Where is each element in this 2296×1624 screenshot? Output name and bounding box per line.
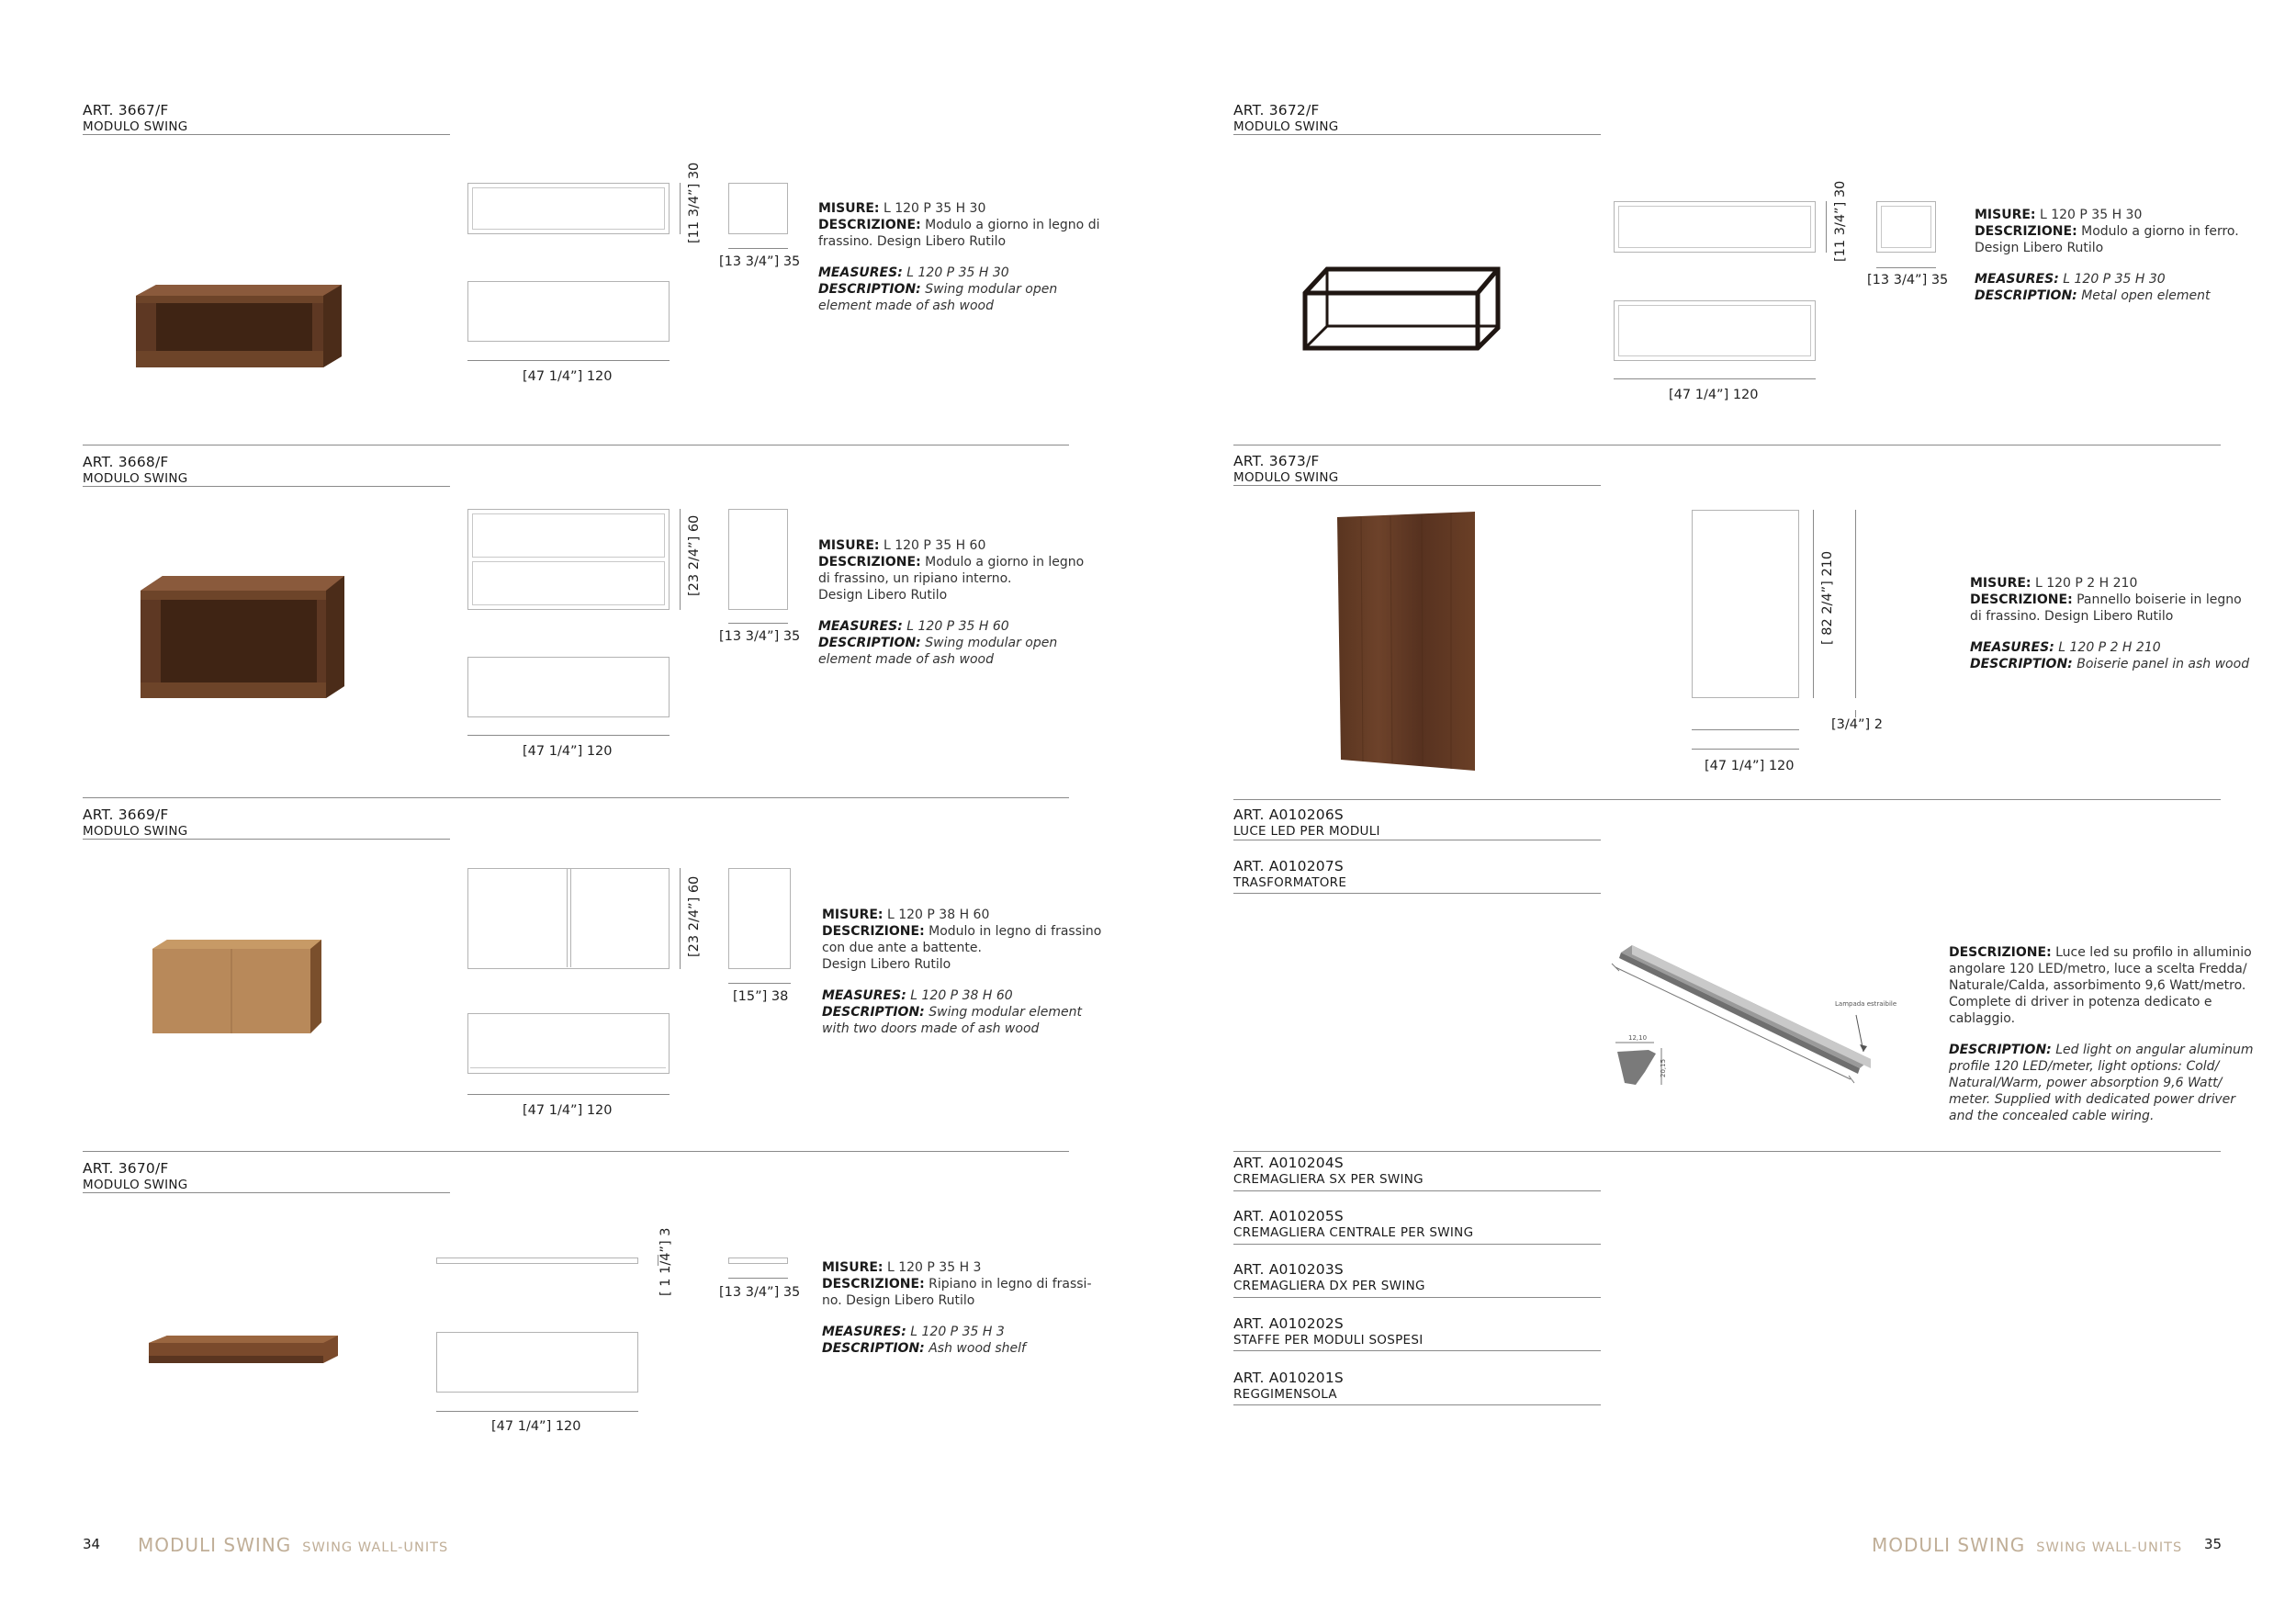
height-dimension: [ 1 1/4”] 3 <box>658 1227 673 1296</box>
width-dimension: [47 1/4”] 120 <box>491 1419 581 1434</box>
side-view <box>728 509 788 610</box>
top-view <box>467 657 670 717</box>
article-subtitle: REGGIMENSOLA <box>1233 1387 1337 1402</box>
article-subtitle: MODULO SWING <box>83 824 188 839</box>
section-divider <box>83 797 1069 798</box>
width-dimension: [47 1/4”] 120 <box>523 744 613 759</box>
article-code: ART. 3668/F <box>83 454 169 470</box>
article-code: ART. A010201S <box>1233 1370 1344 1386</box>
height-dimension: [11 3/4”] 30 <box>687 162 702 243</box>
article-code: ART. A010206S <box>1233 806 1344 823</box>
top-view <box>436 1332 638 1393</box>
header-rule <box>83 1192 450 1193</box>
article-subtitle: MODULO SWING <box>83 119 188 134</box>
width-dimension: [47 1/4”] 120 <box>523 369 613 384</box>
article-code: ART. A010207S <box>1233 858 1344 874</box>
product-image-shelf <box>145 1332 343 1369</box>
page-number: 34 <box>83 1536 101 1552</box>
front-view <box>467 509 670 610</box>
width-dimension: [47 1/4”] 120 <box>523 1103 613 1118</box>
article-code: ART. 3672/F <box>1233 102 1320 118</box>
description-block: MISURE: L 120 P 35 H 3 DESCRIZIONE: Ripiano in legno di frassi- no. Design Libero Rutilo MEASURES: L 120 P 35 H 3 DESCRIPTION: Ash wood shelf <box>822 1260 1092 1356</box>
depth-dimension: [13 3/4”] 35 <box>719 1285 801 1300</box>
product-image-door-module <box>147 932 331 1038</box>
description-block: MISURE: L 120 P 2 H 210 DESCRIZIONE: Pannello boiserie in legno di frassino. Design Libero Rutilo MEASURES: L 120 P 2 H 210 DESCRIPTION: Boiserie panel in ash wood <box>1970 576 2250 671</box>
height-dimension: [23 2/4”] 60 <box>687 875 702 957</box>
footer-title: MODULI SWING <box>138 1534 292 1556</box>
width-dimension: [47 1/4”] 120 <box>1705 759 1795 773</box>
front-view <box>467 183 670 234</box>
width-dimension: [47 1/4”] 120 <box>1669 388 1759 402</box>
top-view <box>467 1013 670 1074</box>
footer-subtitle: SWING WALL-UNITS <box>2036 1540 2183 1555</box>
footer-title: MODULI SWING <box>1872 1534 2026 1556</box>
article-subtitle: LUCE LED PER MODULI <box>1233 824 1380 839</box>
article-subtitle: MODULO SWING <box>83 1178 188 1192</box>
article-code: ART. 3667/F <box>83 102 169 118</box>
description-block: DESCRIZIONE: Luce led su profilo in alluminio angolare 120 LED/metro, luce a scelta Fredda/ Naturale/Calda, assorbimento 9,6 Watt/metro. Complete di driver in potenza dedicato e cablaggio. DESCRIPTION: Led light on angular aluminum profile 120 LED/meter, light options: Cold/ Natural/Warm, power absorption 9,6 Watt/ meter. Supplied with dedicated power driver and the concealed cable wiring. <box>1949 945 2254 1123</box>
article-code: ART. A010203S <box>1233 1261 1344 1278</box>
diagram-label-width: 12,10 <box>1628 1034 1648 1042</box>
section-divider <box>1233 799 2221 800</box>
footer-title-block <box>1872 1534 2182 1556</box>
article-subtitle: MODULO SWING <box>1233 470 1339 485</box>
article-code: ART. 3673/F <box>1233 453 1320 469</box>
top-view <box>1614 300 1816 361</box>
article-code: ART. A010205S <box>1233 1208 1344 1224</box>
side-view <box>728 183 788 234</box>
front-view <box>436 1257 638 1264</box>
description-block: MISURE: L 120 P 35 H 30 DESCRIZIONE: Modulo a giorno in legno di frassino. Design Libero Rutilo MEASURES: L 120 P 35 H 30 DESCRIPTION: Swing modular open element made of ash wood <box>818 201 1100 313</box>
header-rule <box>83 134 450 135</box>
depth-dimension: [15”] 38 <box>733 989 789 1004</box>
side-view <box>728 1257 788 1264</box>
depth-dimension: [13 3/4”] 35 <box>1867 273 1949 288</box>
front-view <box>467 868 670 969</box>
depth-dimension: [13 3/4”] 35 <box>719 629 801 644</box>
side-view <box>1876 201 1936 253</box>
depth-dimension: [3/4”] 2 <box>1831 717 1883 732</box>
side-view <box>728 868 791 969</box>
height-dimension: [11 3/4”] 30 <box>1833 180 1848 262</box>
article-subtitle: STAFFE PER MODULI SOSPESI <box>1233 1333 1424 1348</box>
article-subtitle: MODULO SWING <box>83 471 188 486</box>
article-subtitle: CREMAGLIERA DX PER SWING <box>1233 1279 1425 1293</box>
header-rule <box>1233 893 1601 894</box>
article-code: ART. 3670/F <box>83 1160 169 1177</box>
diagram-label-height: 20,15 <box>1660 1058 1667 1077</box>
section-divider <box>83 1151 1069 1152</box>
description-block: MISURE: L 120 P 35 H 60 DESCRIZIONE: Modulo a giorno in legno di frassino, un ripiano interno. Design Libero Rutilo MEASURES: L 120 P 35 H 60 DESCRIPTION: Swing modular open element made of ash wood <box>818 538 1085 667</box>
top-view <box>467 281 670 342</box>
product-image-open-module <box>129 276 349 377</box>
article-subtitle: TRASFORMATORE <box>1233 875 1347 890</box>
section-divider <box>1233 1151 2221 1152</box>
description-block: MISURE: L 120 P 38 H 60 DESCRIZIONE: Modulo in legno di frassino con due ante a battente. Design Libero Rutilo MEASURES: L 120 P 38 H 60 DESCRIPTION: Swing modular element with two doors made of ash wood <box>822 908 1102 1036</box>
footer-title-block <box>138 1534 448 1556</box>
description-block: MISURE: L 120 P 35 H 30 DESCRIZIONE: Modulo a giorno in ferro. Design Libero Rutilo MEASURES: L 120 P 35 H 30 DESCRIPTION: Metal open element <box>1975 208 2239 303</box>
product-image-metal-frame <box>1300 262 1503 352</box>
front-view <box>1692 510 1799 698</box>
header-rule <box>83 486 450 487</box>
article-code: ART. A010202S <box>1233 1315 1344 1332</box>
article-subtitle: CREMAGLIERA SX PER SWING <box>1233 1172 1424 1187</box>
led-profile-diagram <box>1603 932 1897 1098</box>
article-code: ART. A010204S <box>1233 1155 1344 1171</box>
height-dimension: [23 2/4”] 60 <box>687 514 702 596</box>
article-code: ART. 3669/F <box>83 806 169 823</box>
page-number: 35 <box>2204 1536 2223 1552</box>
article-subtitle: MODULO SWING <box>1233 119 1339 134</box>
header-rule <box>1233 134 1601 135</box>
depth-dimension: [13 3/4”] 35 <box>719 254 801 269</box>
header-rule <box>83 839 450 840</box>
product-image-boiserie-panel <box>1334 508 1480 773</box>
height-dimension: [ 82 2/4”] 210 <box>1820 550 1835 645</box>
header-rule <box>1233 485 1601 486</box>
article-subtitle: CREMAGLIERA CENTRALE PER SWING <box>1233 1225 1474 1240</box>
product-image-open-module-shelf <box>133 565 354 703</box>
front-view <box>1614 201 1816 253</box>
diagram-label-lamp: Lampada estraibile <box>1835 1000 1897 1008</box>
footer-subtitle: SWING WALL-UNITS <box>302 1540 449 1555</box>
